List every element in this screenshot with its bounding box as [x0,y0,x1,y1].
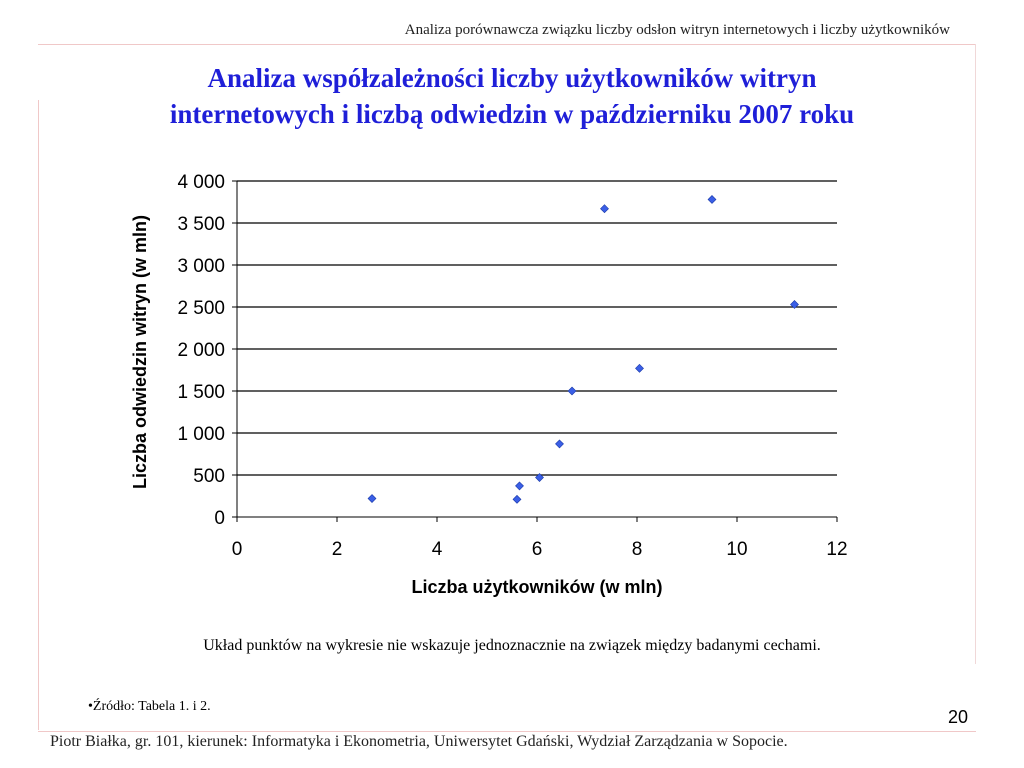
slide-title-line-2: internetowych i liczbą odwiedzin w październiku 2007 roku [169,99,855,129]
x-tick-label: 6 [531,539,543,560]
source-note: •Źródło: Tabela 1. i 2. [88,699,211,714]
data-point [636,364,644,372]
x-tick-label: 8 [631,539,643,560]
x-tick-label: 10 [726,539,748,560]
page-number: 20 [947,707,968,727]
y-axis-label: Liczba odwiedzin witryn (w mln) [130,214,150,490]
y-tick-label: 3 500 [177,214,225,235]
x-tick-label: 0 [231,539,243,560]
header-title: Analiza porównawcza związku liczby odsłon witryn internetowych i liczby użytkowników [404,22,950,38]
y-tick-label: 3 000 [177,256,225,277]
x-tick-label: 12 [826,539,848,560]
footer-text: Piotr Białka, gr. 101, kierunek: Informatyka i Ekonometria, Uniwersytet Gdański, Wydział Zarządzania w Sopocie. [50,733,788,750]
y-tick-label: 500 [193,466,225,487]
grid-lines [237,181,837,475]
y-tick-label: 2 500 [177,298,225,319]
data-point [601,205,609,213]
y-tick-label: 1 500 [177,382,225,403]
slide-title-line-1: Analiza współzależności liczby użytkowników witryn [207,63,817,93]
y-tick-label: 2 000 [177,340,225,361]
chart-note: Układ punktów na wykresie nie wskazuje jednoznacznie na związek między badanymi cechami. [203,637,821,654]
x-axis-label: Liczba użytkowników (w mln) [411,577,663,597]
axes [232,181,837,522]
y-tick-label: 1 000 [177,424,225,445]
y-tick-label: 0 [214,508,225,529]
data-point [513,495,521,503]
x-tick-label: 2 [331,539,343,560]
x-tick-label: 4 [431,539,443,560]
bottom-rule [38,731,976,732]
data-point [368,495,376,503]
data-point [516,482,524,490]
data-point [708,195,716,203]
data-point [556,440,564,448]
tick-labels [177,172,847,560]
y-tick-label: 4 000 [177,172,225,193]
data-point [568,387,576,395]
